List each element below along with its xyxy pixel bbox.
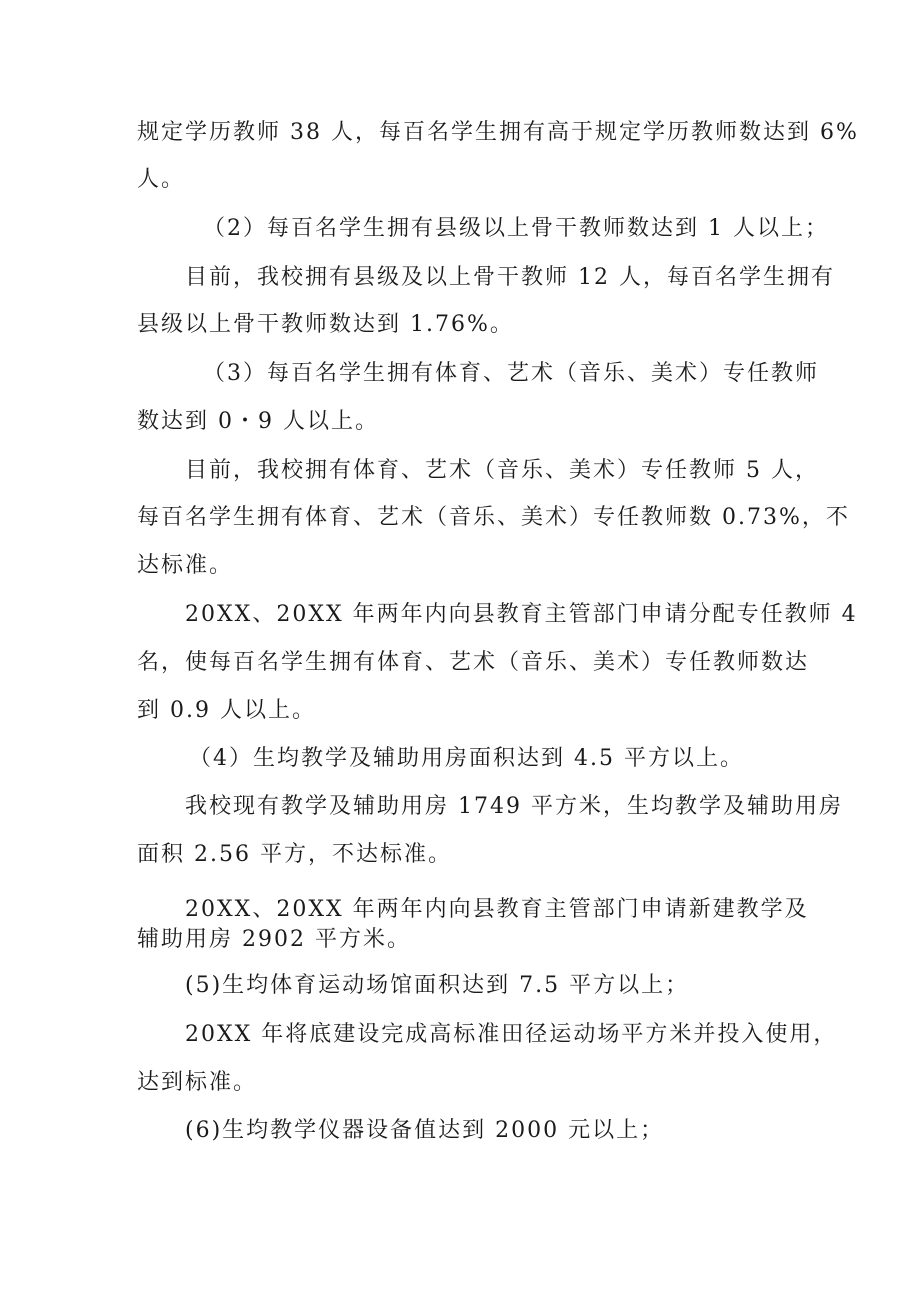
text-line: 达到标准。 [137, 1070, 258, 1095]
text-line: 20XX、20XX 年两年内向县教育主管部门申请新建教学及 [185, 897, 809, 922]
text-line: 20XX 年将底建设完成高标准田径运动场平方米并投入使用， [185, 1022, 838, 1047]
text-line: 人。 [137, 167, 186, 192]
text-line: 我校现有教学及辅助用房 1749 平方米，生均教学及辅助用房 [185, 794, 843, 819]
text-line: （4）生均教学及辅助用房面积达到 4.5 平方以上。 [189, 746, 744, 771]
text-line: 名，使每百名学生拥有体育、艺术（音乐、美术）专任教师数达 [137, 650, 810, 675]
text-line: 规定学历教师 38 人，每百名学生拥有高于规定学历教师数达到 6% [137, 120, 859, 145]
text-line: 到 0.9 人以上。 [137, 698, 316, 723]
text-line: 达标准。 [137, 553, 234, 578]
text-line: 县级以上骨干教师数达到 1.76%。 [137, 312, 514, 337]
text-line: 数达到 0・9 人以上。 [137, 409, 379, 434]
text-line: (5)生均体育运动场馆面积达到 7.5 平方以上； [185, 973, 690, 998]
text-line: (6)生均教学仪器设备值达到 2000 元以上； [185, 1118, 665, 1143]
text-line: 目前，我校拥有县级及以上骨干教师 12 人，每百名学生拥有 [185, 265, 835, 290]
text-line: 面积 2.56 平方，不达标准。 [137, 842, 452, 867]
text-line: 辅助用房 2902 平方米。 [137, 927, 411, 952]
text-line: 20XX、20XX 年两年内向县教育主管部门申请分配专任教师 4 [185, 602, 858, 627]
text-line: （2）每百名学生拥有县级以上骨干教师数达到 1 人以上； [203, 216, 829, 241]
text-line: （3）每百名学生拥有体育、艺术（音乐、美术）专任教师 [203, 361, 819, 386]
text-line: 目前，我校拥有体育、艺术（音乐、美术）专任教师 5 人， [185, 458, 819, 483]
text-line: 每百名学生拥有体育、艺术（音乐、美术）专任教师数 0.73%，不 [137, 505, 850, 530]
